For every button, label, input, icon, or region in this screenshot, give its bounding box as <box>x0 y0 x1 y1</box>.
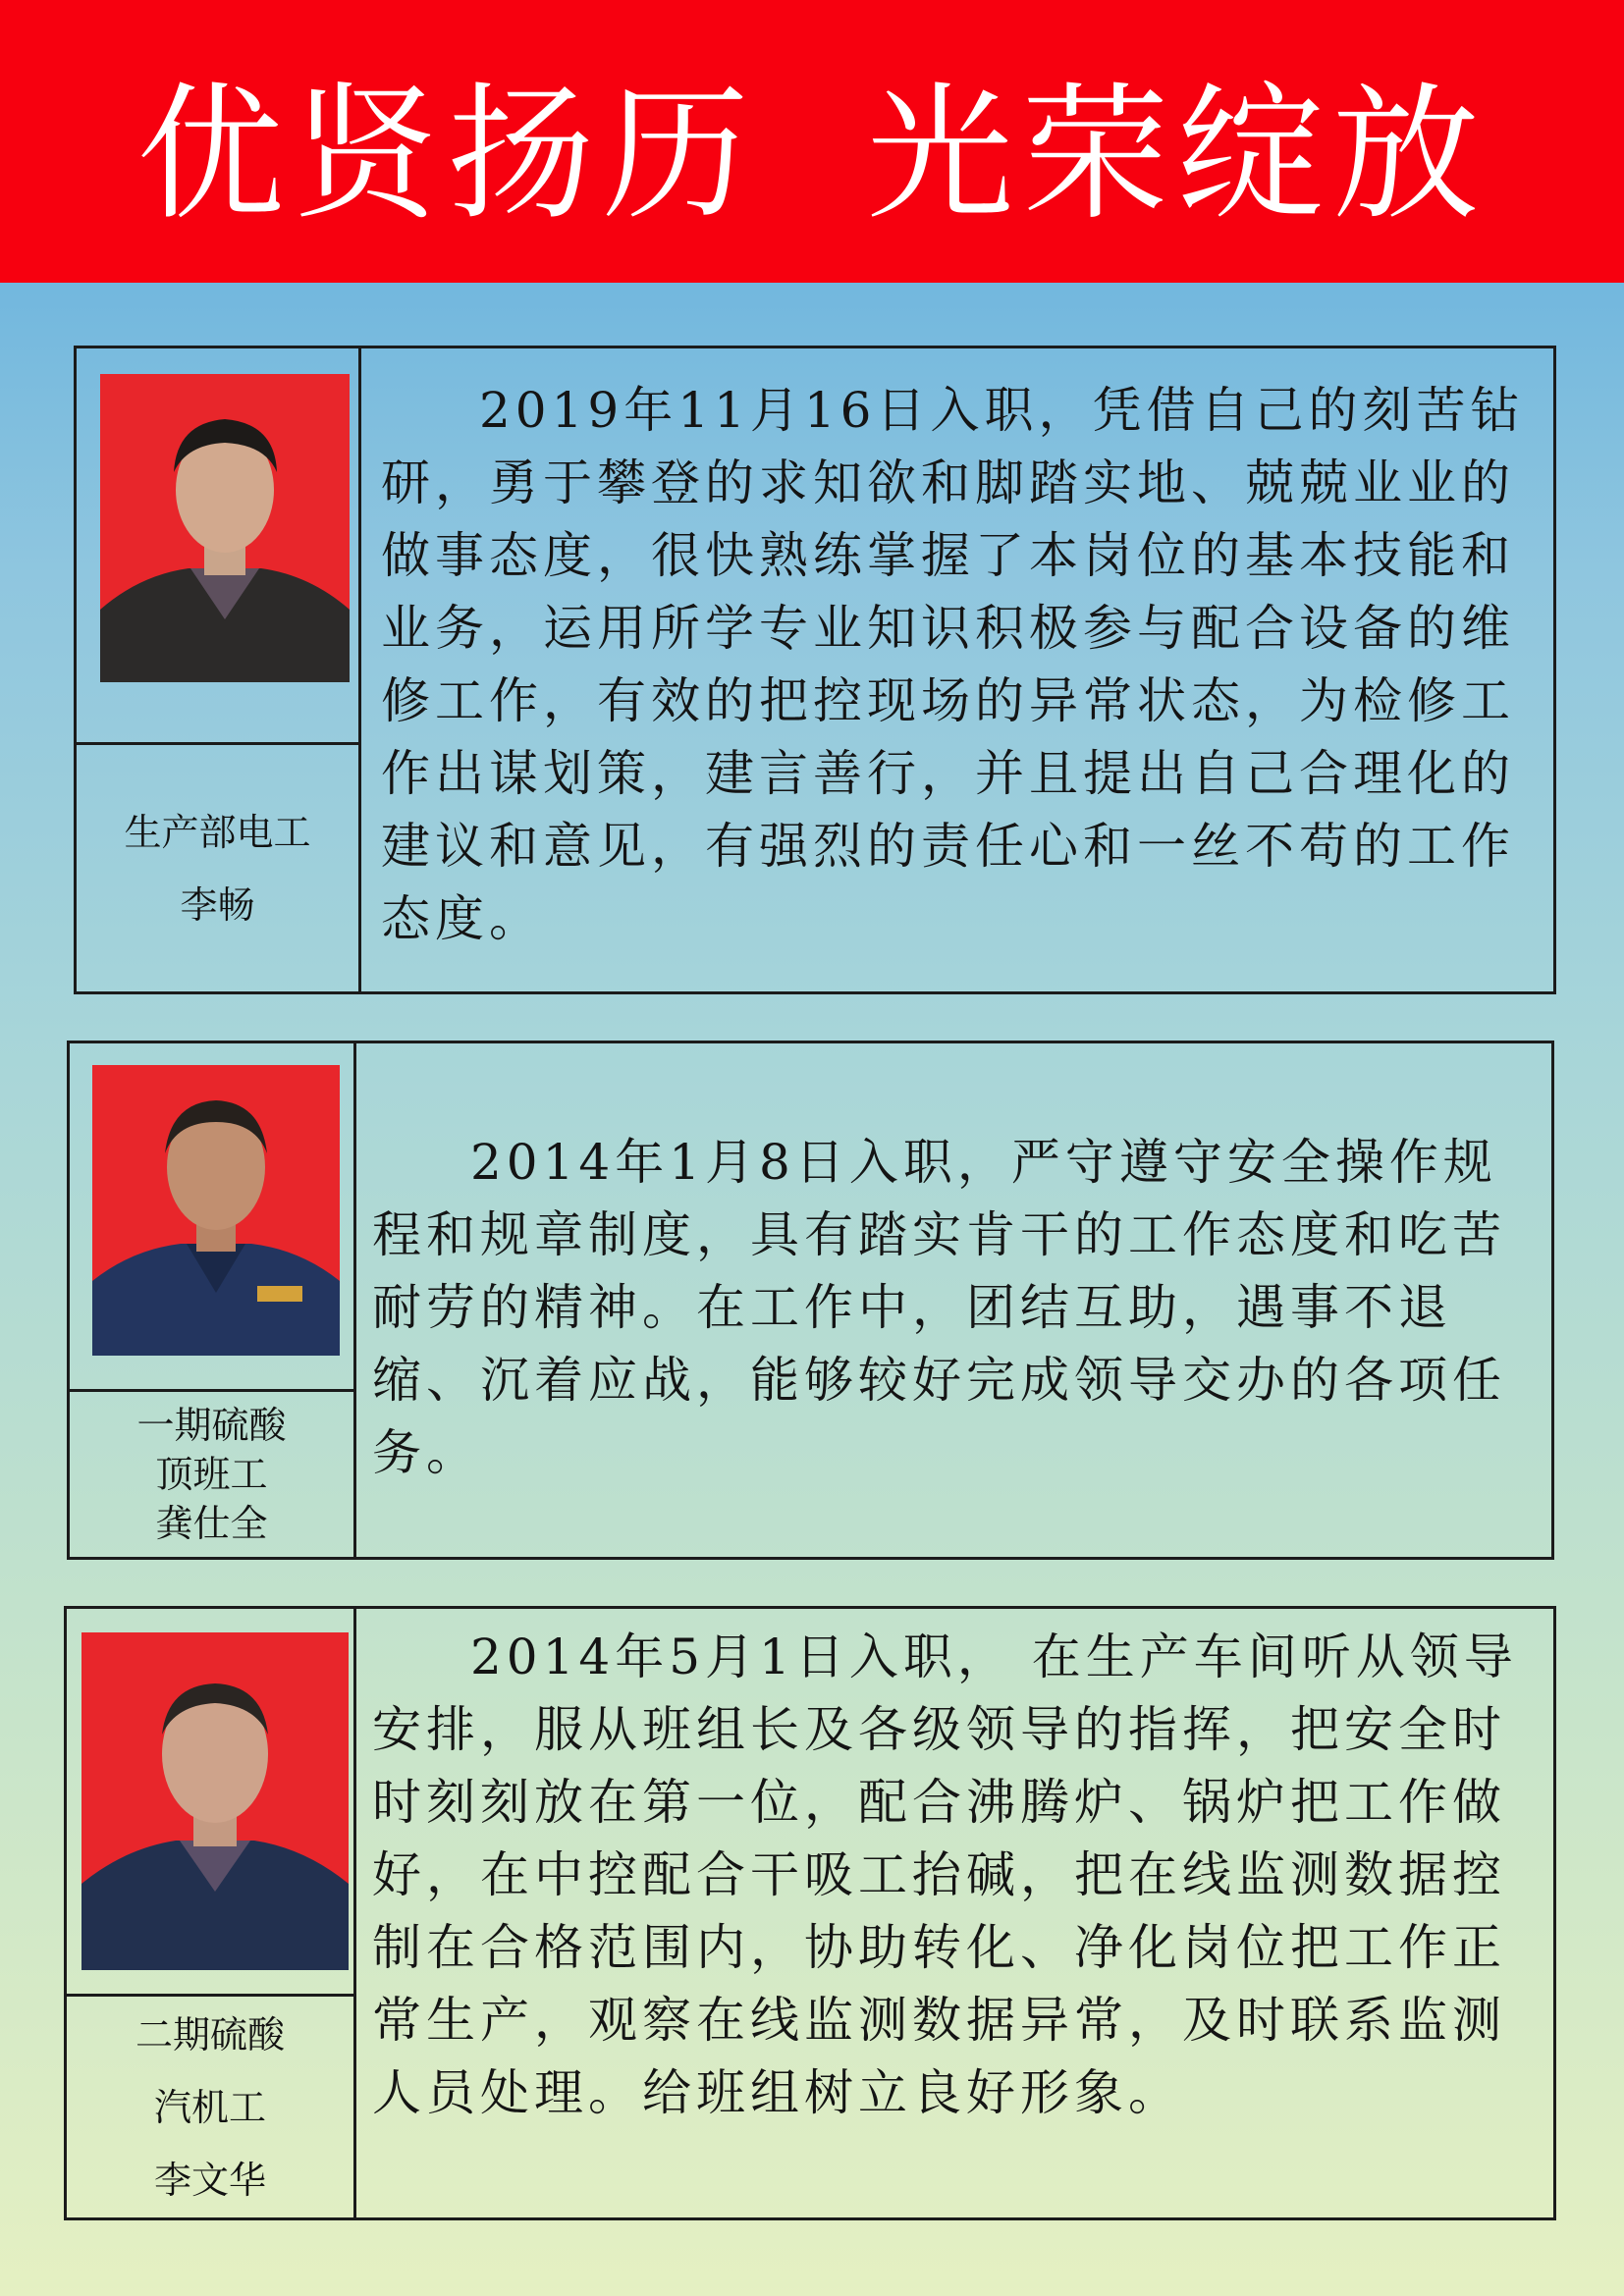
profile-card-3 <box>64 1606 1556 2220</box>
person-name: 李畅 <box>180 882 255 927</box>
profile-card-2 <box>67 1041 1554 1560</box>
profile-card-1 <box>74 346 1556 994</box>
portrait-photo <box>81 1632 349 1970</box>
department-label: 一期硫酸 <box>136 1404 287 1447</box>
bio-paragraph: 2014年5月1日入职， 在生产车间听从领导安排，服从班组长及各级领导的指挥，把安全时时刻刻放在第一位，配合沸腾炉、锅炉把工作做好，在中控配合干吸工抬碱，把在线监测数据控制在合格范围内，协助转化、净化岗位把工作正常生产，观察在线监测数据异常，及时联系监测人员处理。给班组树立良好形象。 <box>372 1629 1518 2121</box>
department-label: 生产部电工 <box>124 810 311 854</box>
portrait-photo <box>100 374 350 682</box>
photo-column <box>70 1043 356 1557</box>
photo-frame <box>67 1609 353 1997</box>
photo-frame <box>70 1043 353 1392</box>
profile-caption <box>70 1392 353 1557</box>
role-label: 顶班工 <box>155 1453 268 1496</box>
profile-caption <box>77 745 358 991</box>
department-label: 二期硫酸 <box>135 2012 285 2056</box>
bio-paragraph: 2019年11月16日入职，凭借自己的刻苦钻研，勇于攀登的求知欲和脚踏实地、兢兢业业的做事态度，很快熟练掌握了本岗位的基本技能和业务，运用所学专业知识积极参与配合设备的维修工作，有效的把控现场的异常状态，为检修工作出谋划策，建言善行，并且提出自己合理化的建议和意见，有强烈的责任心和一丝不苟的工作态度。 <box>381 382 1525 947</box>
photo-column <box>77 348 361 991</box>
person-name: 李文华 <box>153 2158 266 2202</box>
bio-text-area <box>372 1609 1553 2217</box>
bio-text-area <box>372 1043 1551 1557</box>
person-name: 龚仕全 <box>155 1502 268 1545</box>
photo-frame <box>77 348 358 745</box>
bio-text-area <box>381 348 1553 991</box>
title-banner <box>0 0 1624 283</box>
role-label: 汽机工 <box>153 2085 266 2129</box>
bio-paragraph: 2014年1月8日入职，严守遵守安全操作规程和规章制度，具有踏实肯干的工作态度和吃苦耐劳的精神。在工作中，团结互助，遇事不退缩、沉着应战，能够较好完成领导交办的各项任务。 <box>372 1134 1506 1481</box>
portrait-photo <box>92 1065 340 1356</box>
profile-caption <box>67 1997 353 2217</box>
photo-column <box>67 1609 356 2217</box>
page-title: 优贤扬历 光荣绽放 <box>136 70 1488 240</box>
